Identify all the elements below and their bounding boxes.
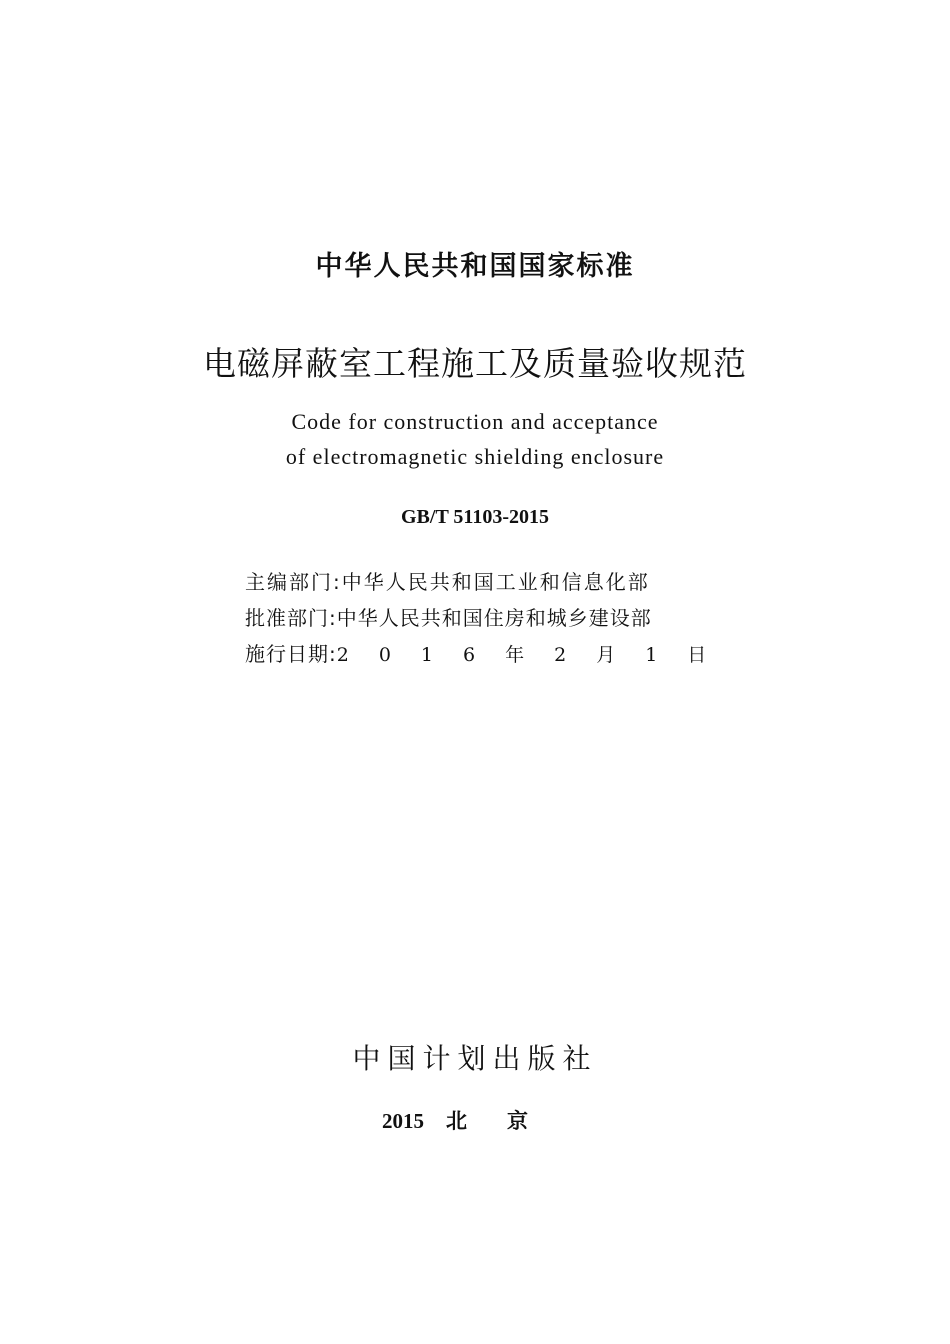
publisher-name: 中国计划出版社 bbox=[352, 1042, 598, 1075]
standard-series: 中华人民共和国国家标准 bbox=[315, 251, 635, 282]
imprint bbox=[0, 1105, 950, 1135]
standard-code: GB/T 51103-2015 bbox=[401, 506, 549, 528]
chinese-title: 电磁屏蔽室工程施工及质量验收规范 bbox=[203, 344, 747, 383]
editor-department: 主编部门:中华人民共和国工业和信息化部 bbox=[245, 570, 650, 594]
english-title-line-2: of electromagnetic shielding enclosure bbox=[285, 444, 665, 469]
approval-department: 批准部门:中华人民共和国住房和城乡建设部 bbox=[245, 606, 652, 630]
effective-date-label: 施行日期: bbox=[245, 642, 337, 666]
effective-date-value: 2016年2月1日 bbox=[336, 644, 737, 666]
effective-date-row bbox=[245, 638, 765, 667]
publication-city: 北京 bbox=[446, 1109, 568, 1133]
publication-year: 2015 bbox=[382, 1109, 424, 1133]
english-title-line-1: Code for construction and acceptance bbox=[291, 409, 659, 434]
